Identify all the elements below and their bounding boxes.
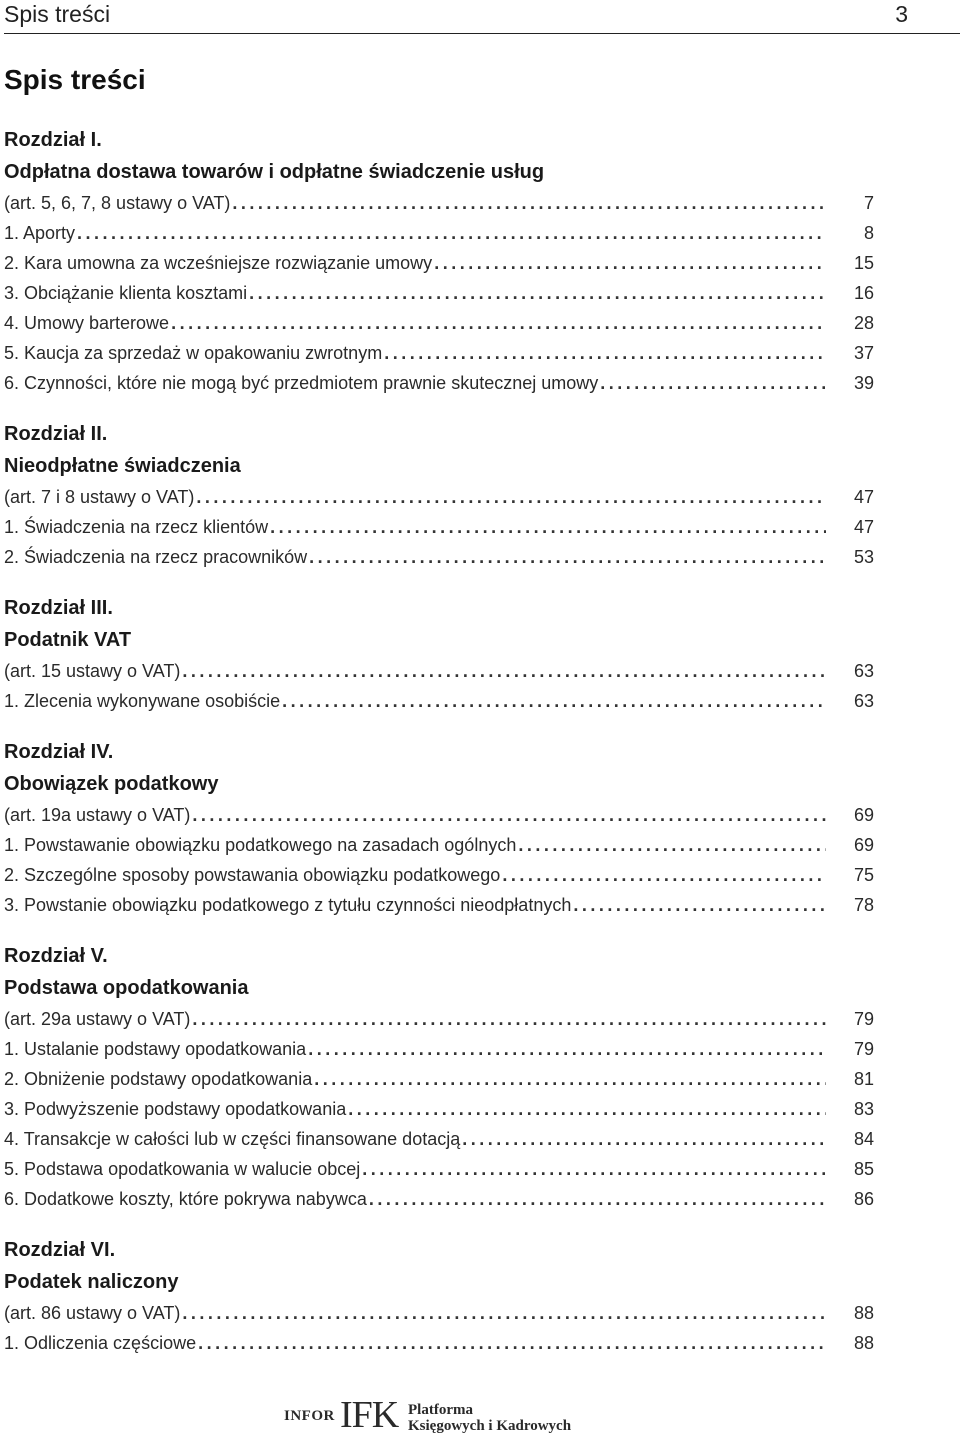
toc-entry [4,1328,874,1358]
toc-entry-page: 63 [853,661,874,681]
toc-entry-title: 1. Aporty [4,223,76,243]
dot-leader [198,1328,826,1358]
toc-entry-title: 3. Podwyższenie podstawy opodatkowania [4,1099,347,1119]
chapter-title: Podatnik VAT [4,629,132,651]
toc-entry [4,1094,874,1124]
toc-entry [4,248,874,278]
toc-entry [4,1034,874,1064]
toc-entry-title: 1. Ustalanie podstawy opodatkowania [4,1039,307,1059]
dot-leader [348,1094,826,1124]
toc-entry [4,368,874,398]
toc-entry-page: 81 [853,1069,874,1089]
toc-entry-page: 15 [853,253,874,273]
dot-leader [171,308,826,338]
toc-section [4,418,874,572]
toc-entry [4,686,874,716]
toc-entry [4,1298,874,1328]
dot-leader [573,890,826,920]
toc-entry-page: 8 [863,223,874,243]
header-rule [4,33,960,34]
chapter-label: Rozdział IV. [4,741,114,763]
toc-entry-page: 47 [853,517,874,537]
toc-entry [4,338,874,368]
toc-entry-title: 1. Powstawanie obowiązku podatkowego na zasadach ogólnych [4,835,517,855]
toc-entry-title: 3. Powstanie obowiązku podatkowego z tytułu czynności nieodpłatnych [4,895,572,915]
toc-entry [4,482,874,512]
toc-entry-page: 47 [853,487,874,507]
dot-leader [182,1298,826,1328]
logo-ifk: IFK [340,1394,399,1436]
running-header [0,0,960,36]
chapter-label: Rozdział II. [4,423,108,445]
dot-leader [314,1064,826,1094]
dot-leader [270,512,826,542]
toc-entry [4,1154,874,1184]
toc-entry-page: 79 [853,1009,874,1029]
chapter-label: Rozdział V. [4,945,108,967]
toc-entry-title: 5. Kaucja za sprzedaż w opakowaniu zwrotnym [4,343,383,363]
toc-entry-page: 84 [853,1129,874,1149]
toc-entry-title: (art. 86 ustawy o VAT) [4,1303,181,1323]
toc-entry-page: 83 [853,1099,874,1119]
toc-section [4,592,874,716]
dot-leader [192,1004,826,1034]
dot-leader [309,542,826,572]
dot-leader [502,860,826,890]
page-number: 3 [895,1,908,27]
toc-entry-page: 78 [853,895,874,915]
toc-entry-page: 75 [853,865,874,885]
publisher-logo [284,1394,604,1438]
toc-section [4,940,874,1214]
toc-entry [4,860,874,890]
table-of-contents [4,124,874,1378]
toc-section [4,736,874,920]
dot-leader [77,218,826,248]
dot-leader [462,1124,826,1154]
toc-entry-title: (art. 7 i 8 ustawy o VAT) [4,487,195,507]
page-title: Spis treści [4,64,146,95]
dot-leader [518,830,826,860]
toc-entry-title: 3. Obciążanie klienta kosztami [4,283,248,303]
toc-entry-title: (art. 15 ustawy o VAT) [4,661,181,681]
toc-entry-title: 4. Transakcje w całości lub w części finansowane dotacją [4,1129,461,1149]
toc-entry [4,656,874,686]
toc-entry [4,1064,874,1094]
toc-entry-page: 37 [853,343,874,363]
toc-entry-title: 4. Umowy barterowe [4,313,170,333]
toc-entry-page: 28 [853,313,874,333]
chapter-label: Rozdział III. [4,597,113,619]
toc-entry [4,278,874,308]
toc-entry-page: 16 [853,283,874,303]
toc-entry [4,188,874,218]
chapter-title: Obowiązek podatkowy [4,773,219,795]
toc-entry-page: 63 [853,691,874,711]
dot-leader [600,368,826,398]
chapter-label: Rozdział I. [4,129,102,151]
toc-entry-page: 88 [853,1333,874,1353]
dot-leader [282,686,826,716]
toc-entry [4,308,874,338]
dot-leader [232,188,826,218]
logo-text-line-1: Platforma [408,1402,473,1418]
toc-entry-title: 1. Świadczenia na rzecz klientów [4,517,269,537]
toc-entry-title: (art. 5, 6, 7, 8 ustawy o VAT) [4,193,231,213]
toc-entry [4,512,874,542]
toc-entry-page: 79 [853,1039,874,1059]
toc-entry-title: 6. Czynności, które nie mogą być przedmiotem prawnie skutecznej umowy [4,373,599,393]
toc-entry [4,1124,874,1154]
chapter-title: Odpłatna dostawa towarów i odpłatne świadczenie usług [4,161,545,183]
toc-section [4,124,874,398]
chapter-label: Rozdział VI. [4,1239,116,1261]
dot-leader [192,800,826,830]
toc-entry-title: (art. 29a ustawy o VAT) [4,1009,191,1029]
toc-entry-page: 86 [853,1189,874,1209]
toc-entry [4,800,874,830]
logo-infor: INFOR [284,1408,335,1424]
toc-entry-page: 39 [853,373,874,393]
toc-entry-title: 1. Zlecenia wykonywane osobiście [4,691,281,711]
toc-entry-page: 53 [853,547,874,567]
dot-leader [182,656,826,686]
chapter-title: Podstawa opodatkowania [4,977,249,999]
toc-entry [4,218,874,248]
chapter-title: Podatek naliczony [4,1271,179,1293]
toc-entry-title: 6. Dodatkowe koszty, które pokrywa nabywca [4,1189,367,1209]
toc-entry-title: 2. Świadczenia na rzecz pracowników [4,547,308,567]
toc-entry-title: 2. Szczególne sposoby powstawania obowiązku podatkowego [4,865,501,885]
toc-entry-page: 7 [863,193,874,213]
toc-entry-title: 2. Obniżenie podstawy opodatkowania [4,1069,313,1089]
running-header-title: Spis treści [4,1,111,27]
toc-entry-title: (art. 19a ustawy o VAT) [4,805,191,825]
dot-leader [369,1184,826,1214]
toc-section [4,1234,874,1358]
logo-text-line-2: Księgowych i Kadrowych [408,1418,572,1434]
chapter-title: Nieodpłatne świadczenia [4,455,241,477]
toc-entry-title: 1. Odliczenia częściowe [4,1333,197,1353]
dot-leader [249,278,826,308]
dot-leader [196,482,826,512]
toc-entry-title: 2. Kara umowna za wcześniejsze rozwiązanie umowy [4,253,433,273]
toc-entry-title: 5. Podstawa opodatkowania w walucie obcej [4,1159,361,1179]
toc-entry-page: 69 [853,805,874,825]
dot-leader [384,338,826,368]
toc-entry-page: 85 [853,1159,874,1179]
toc-entry-page: 88 [853,1303,874,1323]
dot-leader [434,248,826,278]
toc-entry [4,1004,874,1034]
toc-entry-page: 69 [853,835,874,855]
toc-entry [4,1184,874,1214]
toc-entry [4,890,874,920]
dot-leader [362,1154,826,1184]
toc-entry [4,542,874,572]
dot-leader [308,1034,826,1064]
toc-entry [4,830,874,860]
